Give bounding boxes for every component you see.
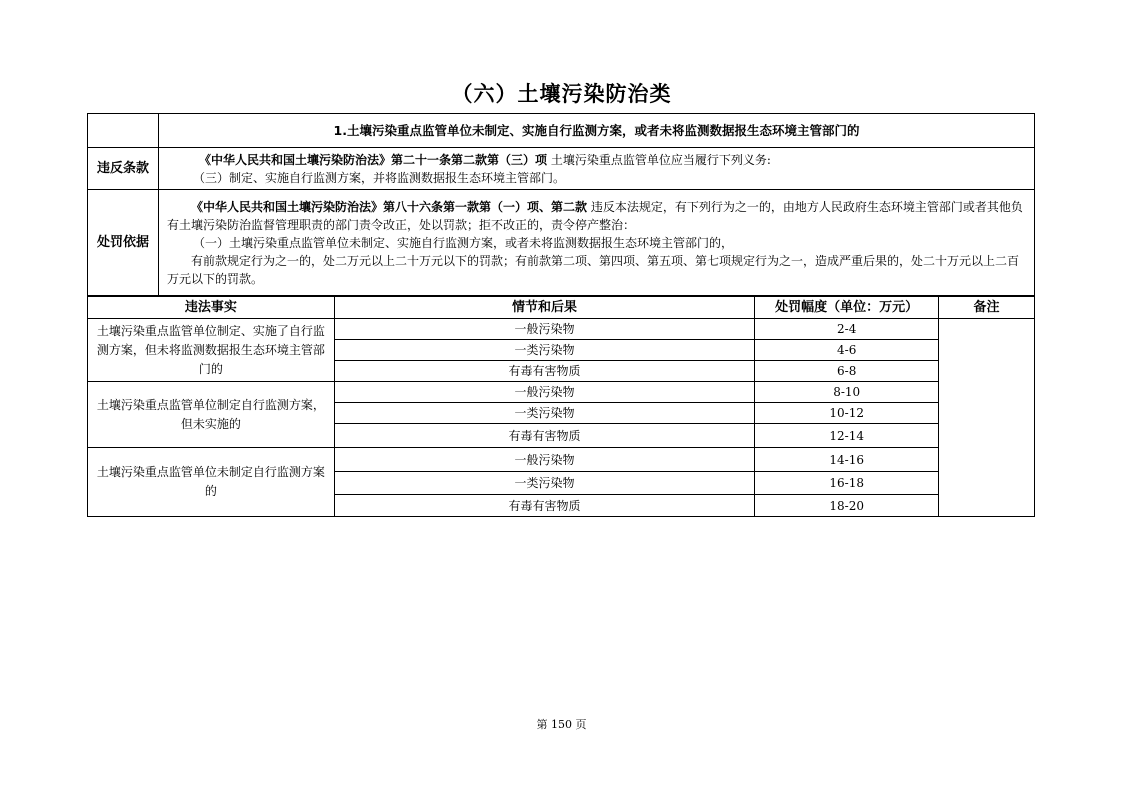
penalty-label: 处罚依据	[88, 190, 159, 296]
violation-ref: 《中华人民共和国土壤污染防治法》第二十一条第二款第（三）项	[199, 153, 548, 167]
range-cell: 8-10	[755, 382, 939, 403]
fact-cell: 土壤污染重点监管单位制定自行监测方案，但未实施的	[88, 382, 335, 448]
range-cell: 16-18	[755, 472, 939, 495]
header-fact: 违法事实	[88, 297, 335, 319]
table-row	[88, 382, 1035, 403]
circumstance-cell: 有毒有害物质	[334, 495, 755, 517]
violation-text-1: 土壤污染重点监管单位应当履行下列义务:	[547, 153, 771, 167]
penalty-text-1: 违反本法规定，有下列行为之一的，由地方人民政府生态环境主管部门或者其他负有土壤污染防治监督管理职责的部门责令改正，处以罚款；拒不改正的，责令停产整治：	[167, 200, 1023, 232]
range-cell: 4-6	[755, 340, 939, 361]
circumstance-cell: 一般污染物	[334, 319, 755, 340]
range-cell: 18-20	[755, 495, 939, 517]
provision-table	[87, 113, 1035, 296]
violation-text-2: （三）制定、实施自行监测方案，并将监测数据报生态环境主管部门。	[193, 171, 566, 185]
circumstance-cell: 有毒有害物质	[334, 361, 755, 382]
remark-cell	[939, 319, 1035, 517]
circumstance-cell: 一类污染物	[334, 340, 755, 361]
penalty-range-table	[87, 296, 1035, 517]
fact-cell: 土壤污染重点监管单位未制定自行监测方案的	[88, 448, 335, 517]
page-title: （六）土壤污染防治类	[451, 82, 672, 106]
header-range: 处罚幅度（单位：万元）	[755, 297, 939, 319]
table-row	[88, 448, 1035, 472]
penalty-ref: 《中华人民共和国土壤污染防治法》第八十六条第一款第（一）项、第二款	[191, 200, 588, 214]
range-cell: 14-16	[755, 448, 939, 472]
circumstance-cell: 一般污染物	[334, 448, 755, 472]
range-cell: 12-14	[755, 424, 939, 448]
penalty-cell	[159, 190, 1035, 296]
table-row	[88, 319, 1035, 340]
range-cell: 2-4	[755, 319, 939, 340]
fact-cell: 土壤污染重点监管单位制定、实施了自行监测方案，但未将监测数据报生态环境主管部门的	[88, 319, 335, 382]
circumstance-cell: 一般污染物	[334, 382, 755, 403]
circumstance-cell: 有毒有害物质	[334, 424, 755, 448]
range-cell: 6-8	[755, 361, 939, 382]
penalty-text-2: （一）土壤污染重点监管单位未制定、实施自行监测方案，或者未将监测数据报生态环境主管部门的，	[193, 236, 734, 250]
circumstance-cell: 一类污染物	[334, 403, 755, 424]
item-title: 1.土壤污染重点监管单位未制定、实施自行监测方案，或者未将监测数据报生态环境主管部门的	[159, 114, 1035, 148]
circumstance-cell: 一类污染物	[334, 472, 755, 495]
header-circumstance: 情节和后果	[334, 297, 755, 319]
violation-cell	[159, 148, 1035, 190]
blank-corner-cell	[88, 114, 159, 148]
range-cell: 10-12	[755, 403, 939, 424]
penalty-text-3: 有前款规定行为之一的，处二万元以上二十万元以下的罚款；有前款第二项、第四项、第五项、第七项规定行为之一，造成严重后果的，处二十万元以上二百万元以下的罚款。	[167, 254, 1020, 286]
header-remark: 备注	[939, 297, 1035, 319]
page-number: 第 150 页	[536, 718, 587, 731]
violation-label: 违反条款	[88, 148, 159, 190]
